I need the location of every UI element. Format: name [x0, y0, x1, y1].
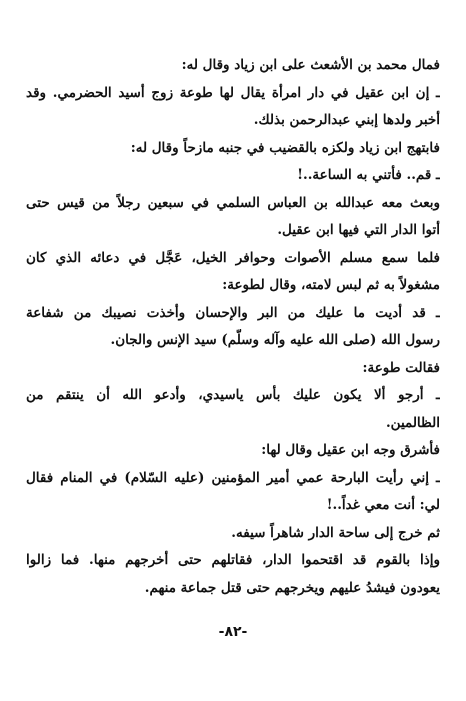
- text-line: فابتهج ابن زياد ولكزه بالقضيب في جنبه مازحاً وقال له:: [130, 139, 440, 156]
- page-text: [26, 52, 440, 602]
- page-number: -٨٢-: [218, 624, 248, 640]
- text-line: لي: أنت معي غداً..!: [326, 497, 440, 513]
- text-line: ـ قم.. فأتني به الساعة..!: [297, 167, 440, 183]
- text-line: أخبر ولدها إبني عبدالرحمن بذلك.: [253, 112, 440, 128]
- text-line: الظالمين.: [385, 414, 440, 431]
- text-line: فقالت طوعة:: [362, 359, 440, 376]
- text-line: رسول الله (صلى الله عليه وآله وسلّم) سيد الإنس والجان.: [110, 332, 440, 348]
- text-line: وبعث معه عبدالله بن العباس السلمي في سبعين رجلاً من قيس حتى: [26, 194, 440, 211]
- text-line: مشغولاً به ثم لبس لامته، وقال لطوعة:: [222, 277, 440, 293]
- text-line: فأشرق وجه ابن عقيل وقال لها:: [261, 442, 440, 458]
- text-line: ـ أرجو ألا يكون عليك بأس ياسيدي، وأدعو الله أن ينتقم من: [26, 387, 440, 403]
- text-line: يعودون فيشدُ عليهم ويخرجهم حتى قتل جماعة منهم.: [144, 579, 440, 596]
- text-line: ثم خرج إلى ساحة الدار شاهراً سيفه.: [231, 524, 440, 541]
- text-line: ـ قد أديت ما عليك من البر والإحسان وأخذت نصيبك من شفاعة: [26, 304, 440, 321]
- text-line: وإذا بالقوم قد اقتحموا الدار، فقاتلهم حتى أخرجهم منها. فما زالوا: [26, 552, 440, 568]
- text-line: فلما سمع مسلم الأصوات وحوافر الخيل، عَجَّل في دعائه الذي كان: [26, 249, 440, 266]
- text-line: ـ إن ابن عقيل في دار امرأة يقال لها طوعة زوج أسيد الحضرمي. وقد: [26, 84, 440, 101]
- text-line: فمال محمد بن الأشعث على ابن زياد وقال له:: [181, 57, 440, 73]
- text-line: أتوا الدار التي فيها ابن عقيل.: [277, 222, 440, 238]
- text-line: ـ إني رأيت البارحة عمي أمير المؤمنين (عليه السّلام) في المنام فقال: [26, 469, 440, 486]
